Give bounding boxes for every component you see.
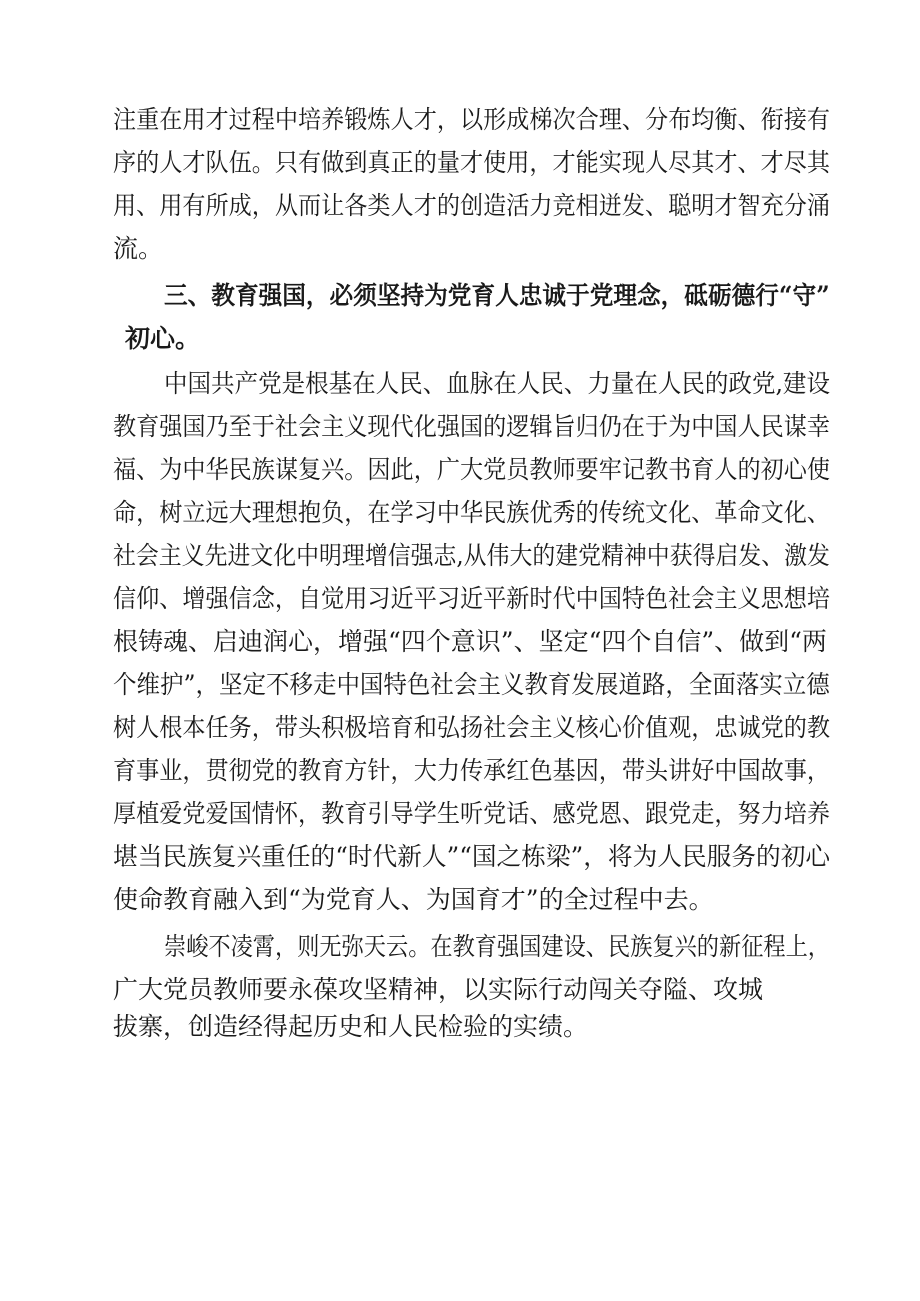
- text-line: 序的人才队伍。只有做到真正的量才使用，才能实现人尽其才、才尽其: [113, 148, 831, 177]
- text-line: 崇峻不凌霄，则无弥天云。在教育强国建设、民族复兴的新征程上，: [164, 932, 831, 961]
- text-line: 根铸魂、启迪润心，增强“四个意识”、坚定“四个自信”、做到“两: [113, 627, 827, 656]
- text-line: 福、为中华民族谋复兴。因此，广大党员教师要牢记教书育人的初心使: [113, 455, 831, 484]
- text-line: 命，树立远大理想抱负，在学习中华民族优秀的传统文化、革命文化、: [113, 498, 831, 527]
- heading-line: 初心。: [125, 324, 201, 353]
- text-line: 个维护”，坚定不移走中国特色社会主义教育发展道路，全面落实立德: [113, 670, 830, 699]
- text-line: 树人根本任务，带头积极培育和弘扬社会主义核心价值观，忠诚党的教: [113, 713, 831, 742]
- text-line: 注重在用才过程中培养锻炼人才，以形成梯次合理、分布均衡、衔接有: [113, 105, 831, 134]
- text-line: 流。: [113, 234, 164, 263]
- text-line: 育事业，贯彻党的教育方针，大力传承红色基因，带头讲好中国故事，: [113, 756, 831, 785]
- text-line: 拔寨，创造经得起历史和人民检验的实绩。: [113, 1012, 589, 1041]
- heading-line: 三、教育强国，必须坚持为党育人忠诚于党理念，砥砺德行“守”: [164, 281, 830, 310]
- text-line: 厚植爱党爱国情怀，教育引导学生听党话、感党恩、跟党走，努力培养: [113, 799, 831, 828]
- text-line: 中国共产党是根基在人民、血脉在人民、力量在人民的政党,建设: [164, 369, 830, 398]
- text-line: 信仰、增强信念，自觉用习近平习近平新时代中国特色社会主义思想培: [113, 584, 831, 613]
- text-line: 社会主义先进文化中明理增信强志,从伟大的建党精神中获得启发、激发: [113, 541, 830, 570]
- text-line: 广大党员教师要永葆攻坚精神，以实际行动闯关夺隘、攻城: [113, 975, 764, 1004]
- text-line: 用、用有所成，从而让各类人才的创造活力竞相迸发、聪明才智充分涌: [113, 191, 831, 220]
- text-line: 堪当民族复兴重任的“时代新人”“国之栋梁”，将为人民服务的初心: [113, 842, 831, 871]
- text-line: 教育强国乃至于社会主义现代化强国的逻辑旨归仍在于为中国人民谋幸: [113, 412, 831, 441]
- text-line: 使命教育融入到“为党育人、为国育才”的全过程中去。: [113, 885, 714, 914]
